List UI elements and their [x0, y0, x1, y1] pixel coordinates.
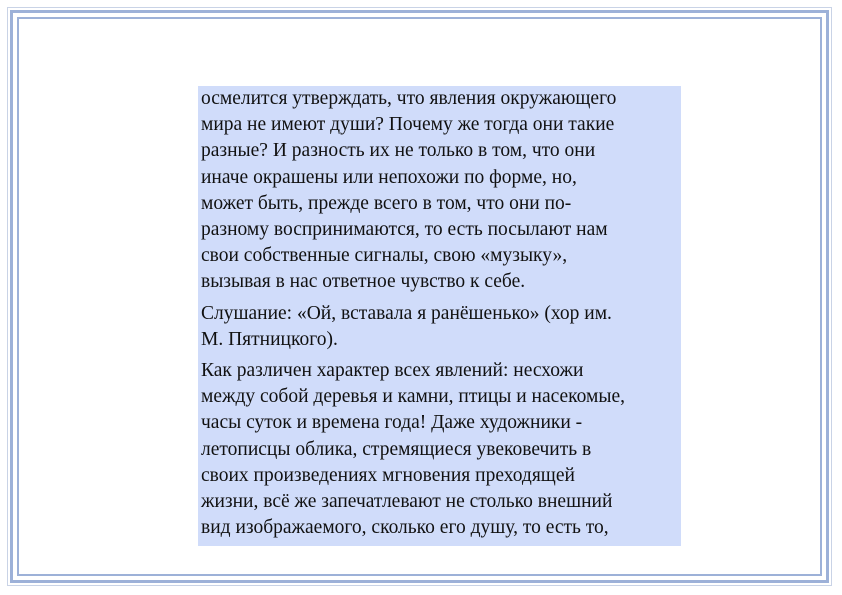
text-line: мира не имеют души? Почему же тогда они такие [201, 114, 615, 136]
text-line: разные? И разность их не только в том, что они [201, 140, 596, 162]
text-line: осмелится утверждать, что явления окружающего [201, 88, 617, 109]
text-line: своих произведениях мгновения преходящей [201, 464, 575, 486]
paragraph-1 [201, 86, 677, 296]
text-line: летописцы облика, стремящиеся увековечить в [201, 438, 592, 460]
text-line: разному воспринимаются, то есть посылают нам [201, 219, 608, 241]
paragraph-3 [201, 358, 677, 541]
paragraph-2 [201, 301, 677, 353]
text-line: Как различен характер всех явлений: несхожи [201, 360, 584, 382]
text-line: вид изображаемого, сколько его душу, то есть то, [201, 517, 609, 539]
text-line: вызывая в нас ответное чувство к себе. [201, 271, 526, 293]
text-line: свои собственные сигналы, свою «музыку», [201, 245, 568, 267]
text-line: между собой деревья и камни, птицы и насекомые, [201, 386, 626, 408]
text-line: иначе окрашены или непохожи по форме, но, [201, 166, 577, 188]
text-line: жизни, всё же запечатлевают не столько внешний [201, 491, 613, 513]
text-line: Слушание: «Ой, вставала я ранёшенько» (хор им. [201, 302, 612, 324]
text-line: может быть, прежде всего в том, что они по- [201, 192, 572, 214]
text-box [198, 86, 681, 546]
text-line: М. Пятницкого). [201, 328, 338, 350]
text-line: часы суток и времена года! Даже художники - [201, 412, 583, 434]
